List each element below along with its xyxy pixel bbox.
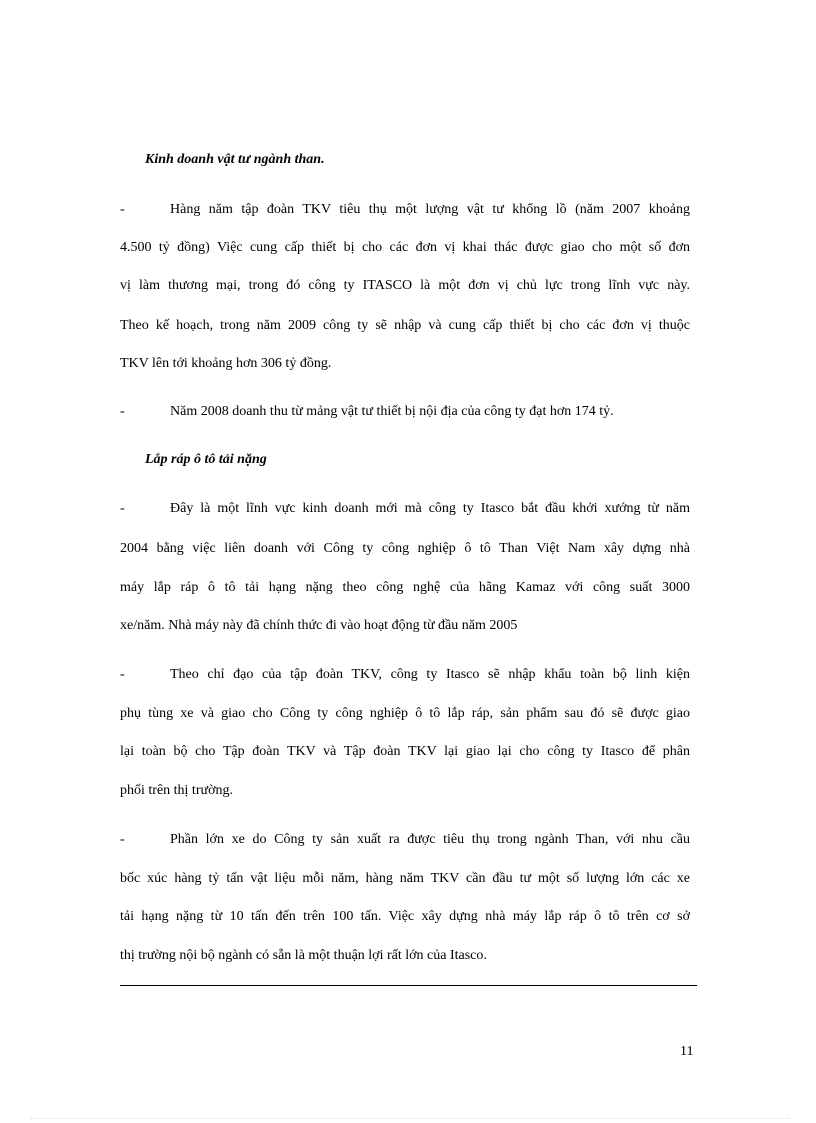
page-bottom-border [30, 1118, 790, 1119]
paragraph-line: 4.500 tỷ đồng) Việc cung cấp thiết bị cho các đơn vị khai thác được giao cho một số đơn [120, 240, 690, 255]
paragraph-line: phối trên thị trường. [120, 783, 233, 798]
paragraph-line: tải hạng nặng từ 10 tấn đến trên 100 tấn. Việc xây dựng nhà máy lắp ráp ô tô trên cơ sở [120, 909, 690, 924]
bullet-dash: - [120, 404, 125, 419]
paragraph-line: TKV lên tới khoảng hơn 306 tỷ đồng. [120, 356, 332, 371]
paragraph-line: xe/năm. Nhà máy này đã chính thức đi vào hoạt động từ đầu năm 2005 [120, 618, 518, 633]
bullet-dash: - [120, 501, 125, 516]
bullet-dash: - [120, 832, 125, 847]
paragraph-line: Theo kế hoạch, trong năm 2009 công ty sẽ nhập và cung cấp thiết bị cho các đơn vị thuộc [120, 318, 690, 333]
page-number: 11 [680, 1044, 694, 1059]
paragraph-line: Theo chỉ đạo của tập đoàn TKV, công ty Itasco sẽ nhập khẩu toàn bộ linh kiện [170, 667, 690, 682]
footer-rule [120, 985, 697, 986]
paragraph-line: Đây là một lĩnh vực kinh doanh mới mà công ty Itasco bắt đầu khởi xướng từ năm [170, 501, 690, 516]
bullet-dash: - [120, 667, 125, 682]
paragraph-line: Năm 2008 doanh thu từ mảng vật tư thiết bị nội địa của công ty đạt hơn 174 tỷ. [170, 404, 614, 419]
paragraph-line: 2004 bằng việc liên doanh với Công ty công nghiệp ô tô Than Việt Nam xây dựng nhà [120, 541, 690, 556]
section-heading-materials: Kinh doanh vật tư ngành than. [145, 152, 325, 167]
paragraph-line: lại toàn bộ cho Tập đoàn TKV và Tập đoàn TKV lại giao lại cho công ty Itasco để phân [120, 744, 690, 759]
paragraph-line: Hàng năm tập đoàn TKV tiêu thụ một lượng vật tư khổng lồ (năm 2007 khoảng [170, 202, 690, 217]
bullet-dash: - [120, 202, 125, 217]
paragraph-line: phụ tùng xe và giao cho Công ty công nghiệp ô tô lắp ráp, sản phẩm sau đó sẽ được giao [120, 706, 690, 721]
paragraph-line: vị làm thương mại, trong đó công ty ITASCO là một đơn vị chủ lực trong lĩnh vực này. [120, 278, 690, 293]
paragraph-line: thị trường nội bộ ngành có sẵn là một thuận lợi rất lớn của Itasco. [120, 948, 487, 963]
section-heading-truck-assembly: Lắp ráp ô tô tải nặng [145, 452, 267, 467]
paragraph-line: bốc xúc hàng tỷ tấn vật liệu mỗi năm, hàng năm TKV cần đầu tư một số lượng lớn các xe [120, 871, 690, 886]
paragraph-line: máy lắp ráp ô tô tải hạng nặng theo công nghệ của hãng Kamaz với công suất 3000 [120, 580, 690, 595]
paragraph-line: Phần lớn xe do Công ty sản xuất ra được tiêu thụ trong ngành Than, với nhu cầu [170, 832, 690, 847]
